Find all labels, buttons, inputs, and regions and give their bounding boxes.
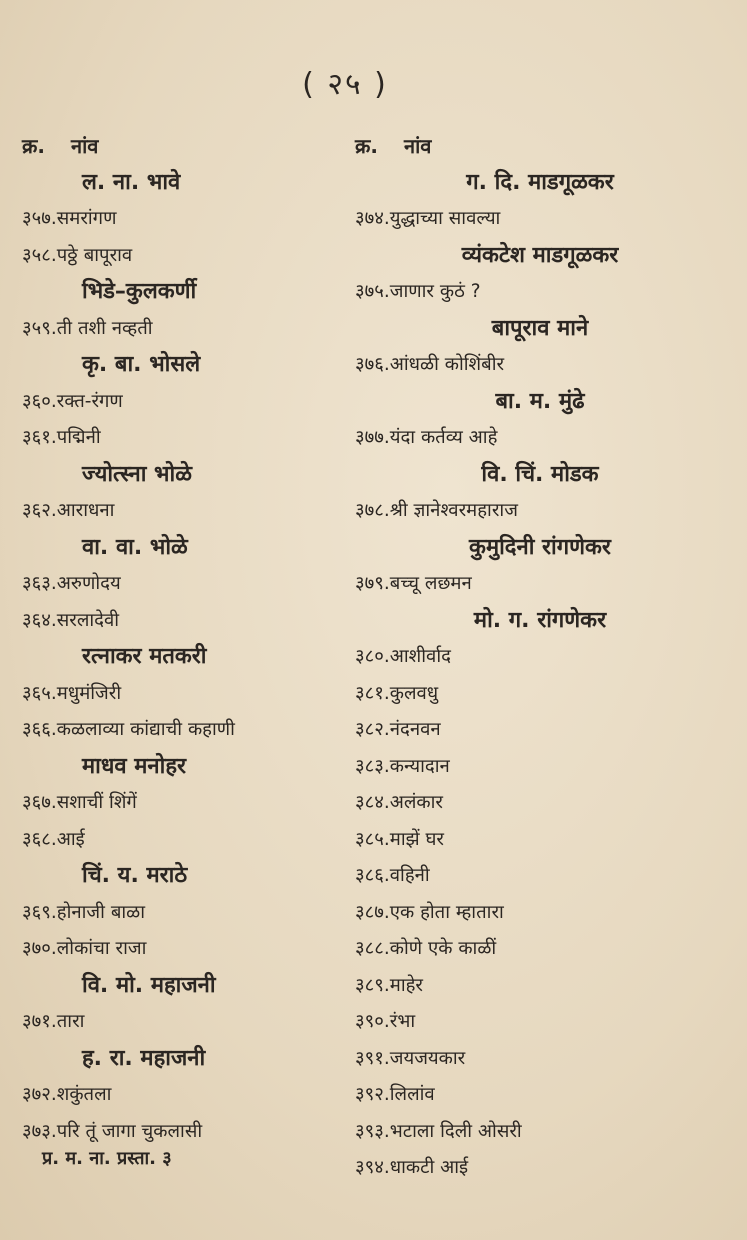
list-item	[22, 1077, 352, 1114]
entry-title: कन्यादान	[389, 755, 450, 777]
author-heading: ल. ना. भावे	[82, 169, 181, 195]
author-heading: बा. म. मुंढे	[495, 388, 585, 414]
list-item	[355, 1150, 735, 1187]
list-item	[22, 493, 352, 530]
list-item	[355, 676, 735, 713]
entry-title: तारा	[56, 1011, 85, 1032]
list-item	[355, 1114, 735, 1151]
entry-number: ३८२.	[355, 719, 390, 740]
list-item	[355, 201, 735, 238]
list-item	[355, 347, 735, 384]
entry-title: रक्त-रंगण	[56, 390, 123, 412]
entry-title: शकुंतला	[56, 1084, 112, 1105]
entry-title: नंदनवन	[389, 719, 441, 740]
entry-title: लिलांव	[389, 1084, 435, 1105]
entry-number: ३७४.	[355, 208, 390, 229]
entry-number: ३६६.	[22, 719, 57, 740]
entry-number: ३७३.	[22, 1120, 57, 1142]
entry-title: आराधना	[56, 500, 115, 521]
entry-title: कळलाव्या कांद्याची कहाणी	[56, 719, 235, 740]
list-item	[355, 895, 735, 932]
author-heading: चिं. य. मराठे	[82, 863, 188, 888]
author-heading: ह. रा. महाजनी	[82, 1045, 206, 1071]
list-item	[22, 822, 352, 859]
entry-number: ३९३.	[355, 1120, 390, 1142]
author-heading: वि. मो. महाजनी	[82, 972, 216, 998]
list-item	[355, 1077, 735, 1114]
entry-number: ३५९.	[22, 317, 57, 339]
list-item	[22, 201, 352, 238]
entry-number: ३९१.	[355, 1047, 390, 1069]
author-heading: बापूराव माने	[491, 315, 589, 341]
entry-number: ३६०.	[22, 390, 57, 412]
entry-title: माहेर	[389, 974, 423, 996]
entry-number: ३६१.	[22, 427, 57, 448]
list-item	[355, 274, 735, 311]
entry-number: ३६४.	[22, 609, 57, 631]
entry-number: ३७०.	[22, 938, 57, 959]
entry-number: ३६३.	[22, 573, 57, 594]
entry-number: ३७९.	[355, 573, 390, 594]
list-item	[355, 712, 735, 749]
entry-title: लोकांचा राजा	[56, 938, 147, 959]
entry-number: ३८३.	[355, 755, 390, 777]
entry-title: पद्मिनी	[56, 427, 101, 448]
author-heading: वि. चिं. मोडक	[481, 461, 599, 487]
list-item	[22, 311, 352, 348]
entry-title: अलंकार	[389, 792, 443, 813]
list-item	[355, 493, 735, 530]
list-item	[22, 603, 352, 640]
entry-title: पठ्ठे बापूराव	[56, 244, 133, 266]
entry-number: ३७७.	[355, 427, 390, 448]
column-header	[22, 128, 352, 165]
entry-title: रंभा	[389, 1011, 416, 1032]
header-number-label: क्र.	[355, 134, 378, 158]
entry-number: ३७६.	[355, 354, 390, 375]
entry-title: श्री ज्ञानेश्वरमहाराज	[389, 500, 518, 521]
entry-number: ३८८.	[355, 938, 390, 959]
author-heading: कृ. बा. भोसले	[82, 352, 201, 377]
entry-title: अरुणोदय	[56, 573, 121, 594]
list-item	[22, 420, 352, 457]
entry-number: ३६२.	[22, 500, 57, 521]
author-heading: वा. वा. भोळे	[82, 534, 188, 560]
author-heading: कुमुदिनी रांगणेकर	[469, 534, 611, 560]
list-item	[22, 785, 352, 822]
entry-number: ३७१.	[22, 1011, 57, 1032]
list-item	[22, 238, 352, 275]
entry-title: ती तशी नव्हती	[56, 317, 153, 339]
entry-number: ३५८.	[22, 244, 57, 266]
list-item	[355, 822, 735, 859]
entry-title: होनाजी बाळा	[56, 901, 146, 923]
author-heading: मो. ग. रांगणेकर	[473, 607, 607, 633]
entry-title: कुलवधु	[389, 682, 439, 704]
entry-title: सशाचीं शिंगें	[56, 792, 137, 813]
entry-number: ३८५.	[355, 828, 390, 850]
entry-number: ३८४.	[355, 792, 390, 813]
entry-number: ३७५.	[355, 281, 390, 302]
entry-title: आई	[56, 828, 85, 850]
entry-title: कोणे एके काळीं	[389, 938, 497, 959]
author-heading: ग. दि. माडगूळकर	[466, 169, 614, 195]
list-item	[22, 676, 352, 713]
signature-line: प्र. म. ना. प्रस्ता. ३	[42, 1148, 172, 1169]
list-item	[355, 931, 735, 968]
list-item	[355, 1041, 735, 1078]
entry-title: धाकटी आई	[389, 1157, 469, 1178]
entry-title: एक होता म्हातारा	[389, 901, 504, 923]
entry-number: ३६७.	[22, 792, 57, 813]
list-item	[355, 1004, 735, 1041]
author-heading: रत्नाकर मतकरी	[82, 644, 207, 669]
entry-title: मधुमंजिरी	[56, 682, 122, 704]
list-item	[355, 968, 735, 1005]
column-header	[355, 128, 735, 165]
list-item	[22, 931, 352, 968]
author-heading: भिडे–कुलकर्णी	[82, 279, 197, 304]
list-item	[355, 749, 735, 786]
entry-title: परि तूं जागा चुकलासी	[56, 1120, 203, 1142]
list-item	[22, 1004, 352, 1041]
list-item	[355, 785, 735, 822]
entry-number: ३६५.	[22, 682, 57, 704]
entry-number: ३६८.	[22, 828, 57, 850]
list-item	[355, 858, 735, 895]
author-heading: माधव मनोहर	[82, 753, 187, 779]
entry-title: आशीर्वाद	[389, 646, 451, 667]
list-item	[22, 384, 352, 421]
entry-number: ३६९.	[22, 901, 57, 923]
header-name-label: नांव	[70, 134, 99, 158]
left-column	[22, 128, 352, 1150]
author-heading: ज्योत्स्ना भोळे	[82, 461, 192, 487]
list-item	[355, 420, 735, 457]
entry-number: ३९२.	[355, 1084, 390, 1105]
entry-number: ३८१.	[355, 682, 390, 704]
entry-number: ३९४.	[355, 1157, 390, 1178]
list-item	[355, 566, 735, 603]
entry-number: ३७२.	[22, 1084, 57, 1105]
header-name-label: नांव	[403, 134, 432, 158]
header-number-label: क्र.	[22, 134, 45, 158]
entry-number: ३८९.	[355, 974, 390, 996]
list-item	[22, 1114, 352, 1151]
entry-number: ३९०.	[355, 1011, 390, 1032]
entry-title: समरांगण	[56, 208, 117, 229]
entry-title: भटाला दिली ओसरी	[389, 1120, 522, 1142]
list-item	[22, 712, 352, 749]
entry-title: जाणार कुठं ?	[389, 281, 481, 302]
entry-number: ३७८.	[355, 500, 390, 521]
entry-number: ३८०.	[355, 646, 390, 667]
entry-number: ३८६.	[355, 865, 390, 886]
list-item	[355, 639, 735, 676]
entry-number: ३५७.	[22, 208, 57, 229]
entry-title: आंधळी कोशिंबीर	[389, 354, 505, 375]
right-column	[355, 128, 735, 1187]
entry-title: जयजयकार	[389, 1047, 466, 1069]
page-number: ( २५ )	[302, 67, 388, 102]
entry-title: वहिनी	[389, 865, 430, 886]
author-heading: व्यंकटेश माडगूळकर	[461, 242, 619, 268]
entry-title: युद्धाच्या सावल्या	[389, 208, 501, 229]
list-item	[22, 895, 352, 932]
entry-title: बच्चू लछमन	[389, 573, 472, 594]
entry-title: माझें घर	[389, 828, 444, 850]
entry-title: यंदा कर्तव्य आहे	[389, 427, 498, 448]
list-item	[22, 566, 352, 603]
entry-title: सरलादेवी	[56, 609, 120, 631]
entry-number: ३८७.	[355, 901, 390, 923]
